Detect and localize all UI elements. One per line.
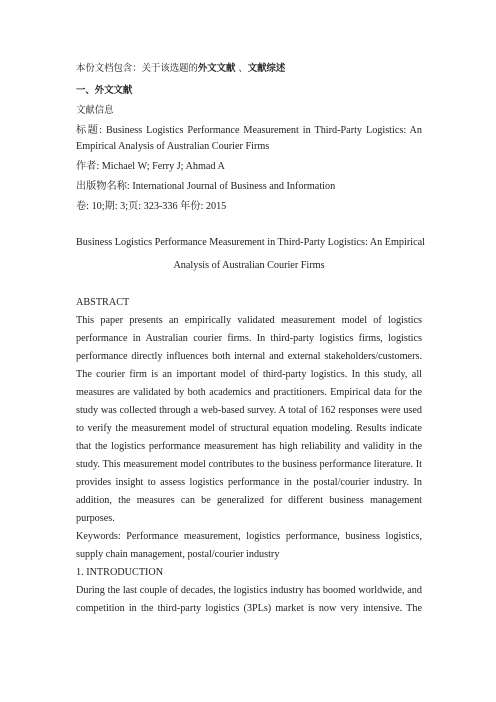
introduction-line: During the last couple of decades, the logistics industry has boomed worldwide, and: [76, 585, 422, 596]
intro-line: [76, 62, 422, 76]
info-title-line-2: Empirical Analysis of Australian Courier Firms: [76, 141, 270, 152]
intro-prefix: 本份文档包含：关于该选题的: [76, 63, 198, 74]
abstract-line: provides insight to assess logistics performance in the postal/courier industry. In: [76, 477, 422, 488]
info-volume: 卷: 10;期: 3;页: 323-336 年份: 2015: [76, 201, 227, 212]
abstract-line: measures are validated by both academics and practitioners. Empirical data for the: [76, 387, 422, 398]
keywords-line-2: supply chain management, postal/courier industry: [76, 549, 280, 560]
info-publication: 出版物名称: International Journal of Business and Information: [76, 181, 336, 192]
intro-bold-foreign-literature: 外文文献: [197, 63, 236, 74]
abstract-line: to verify the measurement model of structural equation modeling. Results indicate: [76, 423, 422, 434]
abstract-line: study. This measurement model contributes to the business performance literature. It: [76, 459, 422, 470]
abstract-line: This paper presents an empirically validated measurement model of logistics: [76, 315, 422, 326]
paper-title-line-1: Business Logistics Performance Measurement in Third-Party Logistics: An Empirical: [76, 237, 425, 248]
info-label: 文献信息: [76, 105, 114, 116]
intro-bold-literature-review: 文献综述: [247, 63, 286, 74]
section-heading: 一、外文文献: [76, 85, 133, 96]
keywords-line-1: Keywords: Performance measurement, logistics performance, business logistics,: [76, 531, 422, 542]
abstract-line: that the logistics performance measurement has high reliability and validity in the: [76, 441, 422, 452]
paper-title-line-2: Analysis of Australian Courier Firms: [173, 260, 325, 271]
abstract-line: purposes.: [76, 513, 115, 524]
abstract-line: study was collected through a web-based survey. A total of 162 responses were used: [76, 405, 422, 416]
introduction-heading: 1. INTRODUCTION: [76, 567, 164, 578]
info-title-line-1: 标题: Business Logistics Performance Measurement in Third-Party Logistics: An: [76, 125, 422, 136]
abstract-line: The courier firm is an important model of third-party logistics. In this study, all: [76, 369, 422, 380]
abstract-line: performance directly influences both internal and external stakeholders/customers.: [76, 351, 422, 362]
abstract-line: performance in Australian courier firms. In third-party logistics firms, logistics: [76, 333, 422, 344]
info-authors: 作者: Michael W; Ferry J; Ahmad A: [76, 161, 225, 172]
introduction-line: competition in the third-party logistics (3PLs) market is now very intensive. The: [76, 603, 422, 614]
abstract-line: addition, the measures can be generalized for different business management: [76, 495, 422, 506]
abstract-heading: ABSTRACT: [76, 297, 130, 308]
intro-separator: 、: [235, 63, 248, 74]
